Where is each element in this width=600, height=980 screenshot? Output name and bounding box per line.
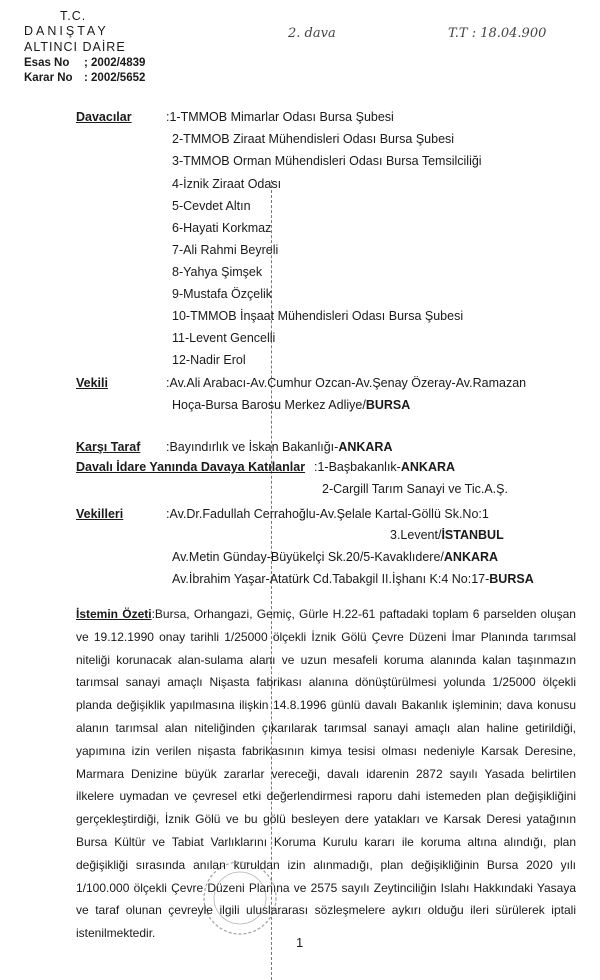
header-daire: ALTINCI DAİRE (24, 40, 126, 54)
istem-ozeti-paragraph (76, 603, 576, 945)
davaci-item: 10-TMMOB İnşaat Mühendisleri Odası Bursa Şubesi (172, 309, 464, 323)
karsi-taraf-value: :Bayındırlık ve İskan Bakanlığı-ANKARA (166, 440, 393, 454)
davali-yaninda-line1: :1-Başbakanlık-ANKARA (314, 460, 456, 474)
davaci-item: 8-Yahya Şimşek (172, 265, 263, 279)
vekilleri-line3: Av.Metin Günday-Büyükelçi Sk.20/5-Kavaklıdere/ANKARA (172, 550, 499, 564)
karsi-taraf-label: Karşı Taraf (76, 440, 141, 454)
esas-value: ; 2002/4839 (84, 57, 146, 69)
header-tc: T.C. (60, 9, 87, 23)
vekili-line1: :Av.Ali Arabacı-Av.Cumhur Ozcan-Av.Şenay Özeray-Av.Ramazan (166, 376, 527, 390)
page-number: 1 (296, 935, 304, 950)
vekili-line2: Hoça-Bursa Barosu Merkez Adliye/BURSA (172, 398, 411, 412)
handwritten-date: T.T : 18.04.900 (448, 26, 547, 41)
davaci-item: 11-Levent Gencelli (172, 331, 276, 345)
court-stamp (180, 858, 300, 938)
davaci-item: 7-Ali Rahmi Beyreli (172, 243, 279, 257)
davaci-item: 9-Mustafa Özçelik (172, 287, 273, 301)
davacilar-label: Davacılar (76, 110, 132, 124)
istem-ozeti-text: :Bursa, Orhangazi, Gemiç, Gürle H.22-61 paftadaki toplam 6 parselden oluşan ve 19.12.1990 onay tarihli 1/25000 ölçekli İznik Gölü Çevre Düzeni İmar Planında tarımsal niteliği korunacak alan-sulama alanı ve uzun mesafeli koruma alanında kalan taşınmazın tarımsal sanayi amaçlı Nişasta fabrikası alanına dönüştürülmesi yolunda 1/25000 ölçekli planda değişiklik yapılmasına ilişkin 14.8.1996 günlü davalı Bakanlık işleminin; dava konusu alanın tarımsal alan niteliğinden çıkarılarak tarımsal sanayi amaçlı alan haline getirildiği, yapımına izin verilen nişasta fabrikasının kimya tesisi olması nedeniyle Karsak Deresine, Marmara Denizine büyük zararlar vereceği, davalı idarenin 2872 sayılı Yasada belirtilen ilkelere uymadan ve çevresel etki değerlendirmesi raporu dahi istemeden plan değişikliğini gerçekleştirdiği, İznik Gölü ve bu gölü besleyen dere yatakları ve Karsak Deresi yatağının Bursa Kültür ve Tabiat Varlıklarını Koruma Kurulu kararı ile koruma altına alındığı, plan değişikliği sırasında anılan kuruldan izin alınmadığı, plan değişikliğinin Bursa 2020 yılı 1/100.000 ölçekli Çevre Düzeni Planına ve 2575 sayılı Zeytinciliğin Islahı Hakkındaki Yasaya ve taraf olunan çevreyle ilgili uluslararası sözleşmelere aykırı olduğu ileri sürülerek iptali istenilmektedir. (76, 607, 576, 941)
header-danistay: DANIŞTAY (24, 24, 109, 38)
davaci-item: 12-Nadir Erol (172, 353, 246, 367)
vekilleri-label: Vekilleri (76, 507, 124, 521)
davaci-item: 5-Cevdet Altın (172, 199, 251, 213)
vekilleri-line4: Av.İbrahim Yaşar-Atatürk Cd.Tabakgil II.İşhanı K:4 No:17-BURSA (172, 572, 534, 586)
davaci-item: :1-TMMOB Mimarlar Odası Bursa Şubesi (166, 110, 394, 124)
davaci-item: 3-TMMOB Orman Mühendisleri Odası Bursa Temsilciliği (172, 154, 482, 168)
handwritten-note: 2. dava (288, 26, 336, 41)
davali-yaninda-label: Davalı İdare Yanında Davaya Katılanlar (76, 460, 306, 474)
istem-ozeti-label: İstemin Özeti (76, 607, 152, 621)
davaci-item: 6-Hayati Korkmaz (172, 221, 272, 235)
davaci-item: 4-İznik Ziraat Odası (172, 177, 282, 191)
vekili-label: Vekili (76, 376, 108, 390)
vekilleri-line2: 3.Levent/İSTANBUL (390, 528, 504, 542)
vekilleri-line1: :Av.Dr.Fadullah Cerrahoğlu-Av.Şelale Kartal-Göllü Sk.No:1 (166, 507, 489, 521)
davaci-item: 2-TMMOB Ziraat Mühendisleri Odası Bursa Şubesi (172, 132, 455, 146)
davali-yaninda-line2: 2-Cargill Tarım Sanayi ve Tic.A.Ş. (322, 482, 508, 496)
karar-label: Karar No (24, 72, 73, 84)
esas-label: Esas No (24, 57, 70, 69)
karar-value: : 2002/5652 (84, 72, 146, 84)
